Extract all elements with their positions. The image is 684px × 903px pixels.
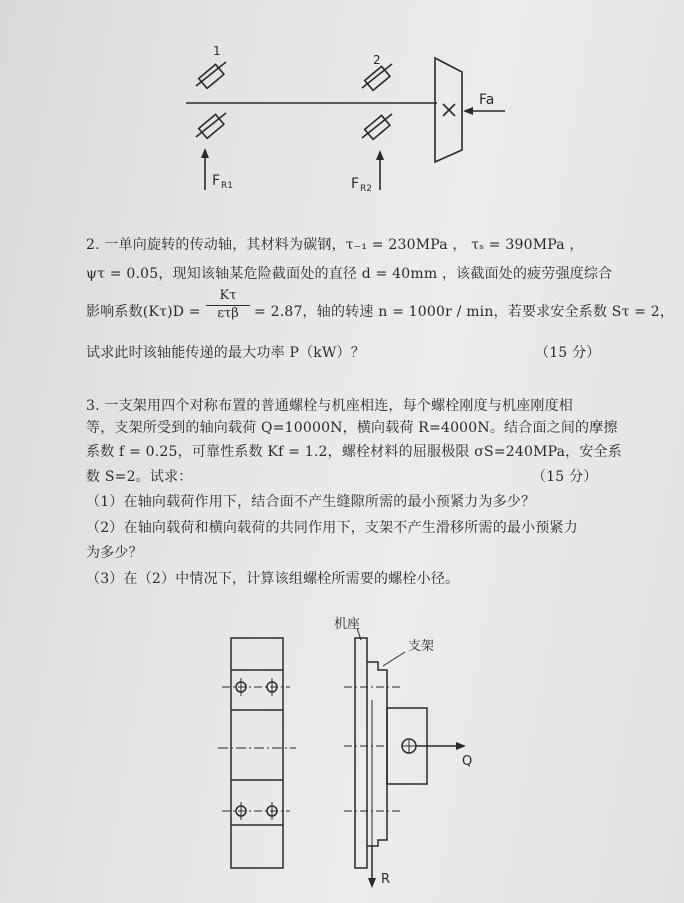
- q3-line-4: 数 S=2。试求：: [86, 469, 193, 485]
- base-block: [355, 638, 367, 868]
- fraction-denominator: ετβ: [217, 305, 239, 321]
- front-view-plate: [218, 638, 296, 868]
- q-label: Q: [462, 754, 473, 769]
- q3-sub-3: （3）在（2）中情况下，计算该组螺栓所需要的螺栓小径。: [86, 571, 460, 587]
- q3-sub-2a: （2）在轴向载荷和横向载荷的共同作用下，支架不产生滑移所需的最小预紧力: [86, 520, 578, 536]
- fr1-label: F: [212, 173, 221, 189]
- bracket-plate: [367, 662, 387, 846]
- fa-label: Fa: [479, 92, 495, 108]
- side-view: [344, 628, 460, 882]
- fr1-arrowhead: [201, 148, 209, 158]
- q3-score: （15 分）: [532, 469, 598, 485]
- q-arrowhead: [456, 742, 466, 750]
- bracket-label: 支架: [408, 639, 435, 654]
- bearing-1-label: 1: [213, 44, 221, 58]
- r-arrowhead: [368, 878, 376, 888]
- fraction-numerator: Kτ: [219, 288, 237, 303]
- q2-line-2: ψτ = 0.05，现知该轴某危险截面处的直径 d = 40mm ，该截面处的疲劳强度综合: [86, 266, 613, 282]
- q3-line-2: 等，支架所受到的轴向载荷 Q=10000N，横向载荷 R=4000N。结合面之间的摩擦: [86, 420, 618, 436]
- fa-arrowhead: [463, 107, 473, 115]
- q2-line-3-prefix: 影响系数(Kτ)D =: [86, 304, 201, 320]
- bracket-bolt-diagram: [0, 600, 684, 903]
- q3-line-3: 系数 f = 0.25，可靠性系数 Kf = 1.2，螺栓材料的屈服极限 σS=240MPa，安全系: [86, 444, 622, 460]
- q2-line-3-suffix: = 2.87，轴的转速 n = 1000r / min，若要求安全系数 Sτ = 2，: [254, 304, 675, 320]
- fr1-subscript: R1: [221, 181, 233, 191]
- fr2-label: F: [351, 176, 360, 192]
- q3-line-1: 3. 一支架用四个对称布置的普通螺栓与机座相连，每个螺栓刚度与机座刚度相: [86, 398, 574, 414]
- bearing-2-label: 2: [373, 53, 381, 67]
- q2-score: （15 分）: [535, 345, 601, 361]
- q2-fraction: [206, 289, 250, 322]
- q3-sub-1: （1）在轴向载荷作用下，结合面不产生缝隙所需的最小预紧力为多少？: [86, 494, 536, 510]
- r-label: R: [381, 872, 391, 887]
- fr2-subscript: R2: [360, 184, 372, 194]
- bearing-2: [362, 64, 392, 139]
- bearing-1: [196, 62, 226, 138]
- fr2-arrowhead: [376, 150, 384, 160]
- q2-line-1: 2. 一单向旋转的传动轴，其材料为碳钢，τ₋₁ = 230MPa ， τₛ = 390MPa ，: [86, 237, 584, 253]
- shaft-bearing-diagram: [0, 0, 684, 200]
- q2-line-4: 试求此时该轴能传递的最大功率 P（kW）？: [86, 345, 365, 361]
- q3-sub-2b: 为多少？: [86, 545, 143, 561]
- base-label: 机座: [334, 617, 361, 632]
